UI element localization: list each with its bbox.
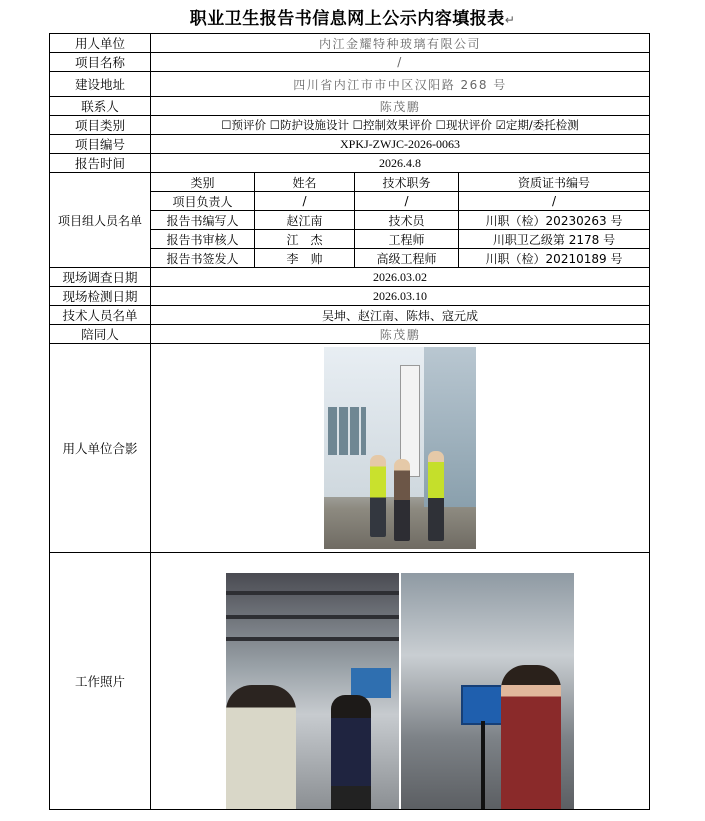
team-header: 姓名	[255, 173, 355, 192]
team-cell: 川职卫乙级第 2178 号	[459, 230, 650, 249]
project-no-label: 项目编号	[50, 135, 151, 154]
row-employer	[50, 34, 650, 53]
row-work-photo	[50, 553, 650, 810]
row-project-no	[50, 135, 650, 154]
employer-label: 用人单位	[50, 34, 151, 53]
work-photo-label: 工作照片	[50, 553, 151, 810]
group-photo-image	[324, 347, 476, 549]
team-header-row	[50, 173, 650, 192]
team-cell: 江 杰	[255, 230, 355, 249]
group-photo-cell	[151, 344, 650, 553]
team-cell: /	[459, 192, 650, 211]
work-photo-cell	[151, 553, 650, 810]
checkbox-pre-evaluation[interactable]: ☐预评价	[221, 118, 267, 132]
option-label: 防护设施设计	[280, 118, 349, 132]
paragraph-mark: ↵	[504, 13, 516, 27]
test-date-value: 2026.03.10	[151, 287, 650, 306]
option-label: 控制效果评价	[362, 118, 432, 132]
team-header: 资质证书编号	[459, 173, 650, 192]
contact-value: 陈茂鹏	[151, 97, 650, 116]
checkbox-status-evaluation[interactable]: ☐现状评价	[435, 118, 492, 132]
row-companion	[50, 325, 650, 344]
project-name-label: 项目名称	[50, 53, 151, 72]
team-cell: /	[255, 192, 355, 211]
row-group-photo	[50, 344, 650, 553]
checkbox-control-effect[interactable]: ☐控制效果评价	[352, 118, 432, 132]
team-cell: /	[355, 192, 459, 211]
technicians-value: 吴坤、赵江南、陈炜、寇元成	[151, 306, 650, 325]
row-category	[50, 116, 650, 135]
employer-value: 内江金耀特种玻璃有限公司	[151, 34, 650, 53]
checkbox-protection-design[interactable]: ☐防护设施设计	[269, 118, 349, 132]
address-value: 四川省内江市市中区汉阳路 268 号	[151, 72, 650, 97]
row-technicians	[50, 306, 650, 325]
title-text: 职业卫生报告书信息网上公示内容填报表	[189, 9, 505, 29]
team-label: 项目组人员名单	[50, 173, 151, 268]
row-survey-date	[50, 268, 650, 287]
team-cell: 项目负责人	[151, 192, 255, 211]
page-title	[0, 4, 705, 29]
companion-label: 陪同人	[50, 325, 151, 344]
team-cell: 工程师	[355, 230, 459, 249]
survey-date-label: 现场调查日期	[50, 268, 151, 287]
group-photo-label: 用人单位合影	[50, 344, 151, 553]
work-photo-image	[226, 573, 574, 809]
disclosure-form-table	[49, 33, 650, 810]
team-cell: 赵江南	[255, 211, 355, 230]
row-contact	[50, 97, 650, 116]
companion-value: 陈茂鹏	[151, 325, 650, 344]
category-label: 项目类别	[50, 116, 151, 135]
test-date-label: 现场检测日期	[50, 287, 151, 306]
row-report-time	[50, 154, 650, 173]
category-options	[151, 116, 650, 135]
team-header: 类别	[151, 173, 255, 192]
contact-label: 联系人	[50, 97, 151, 116]
team-cell: 技术员	[355, 211, 459, 230]
option-label: 定期/委托检测	[505, 118, 579, 132]
team-header: 技术职务	[355, 173, 459, 192]
team-cell: 报告书签发人	[151, 249, 255, 268]
team-cell: 报告书审核人	[151, 230, 255, 249]
report-time-value: 2026.4.8	[151, 154, 650, 173]
team-cell: 高级工程师	[355, 249, 459, 268]
row-address	[50, 72, 650, 97]
checkbox-periodic-testing[interactable]: ☑定期/委托检测	[495, 118, 579, 132]
team-cell: 川职（检）20210189 号	[459, 249, 650, 268]
team-cell: 李 帅	[255, 249, 355, 268]
project-name-value: /	[151, 53, 650, 72]
survey-date-value: 2026.03.02	[151, 268, 650, 287]
team-cell: 川职（检）20230263 号	[459, 211, 650, 230]
address-label: 建设地址	[50, 72, 151, 97]
option-label: 预评价	[231, 118, 267, 132]
report-time-label: 报告时间	[50, 154, 151, 173]
technicians-label: 技术人员名单	[50, 306, 151, 325]
team-cell: 报告书编写人	[151, 211, 255, 230]
row-test-date	[50, 287, 650, 306]
row-project-name	[50, 53, 650, 72]
project-no-value: XPKJ-ZWJC-2026-0063	[151, 135, 650, 154]
option-label: 现状评价	[445, 118, 492, 132]
